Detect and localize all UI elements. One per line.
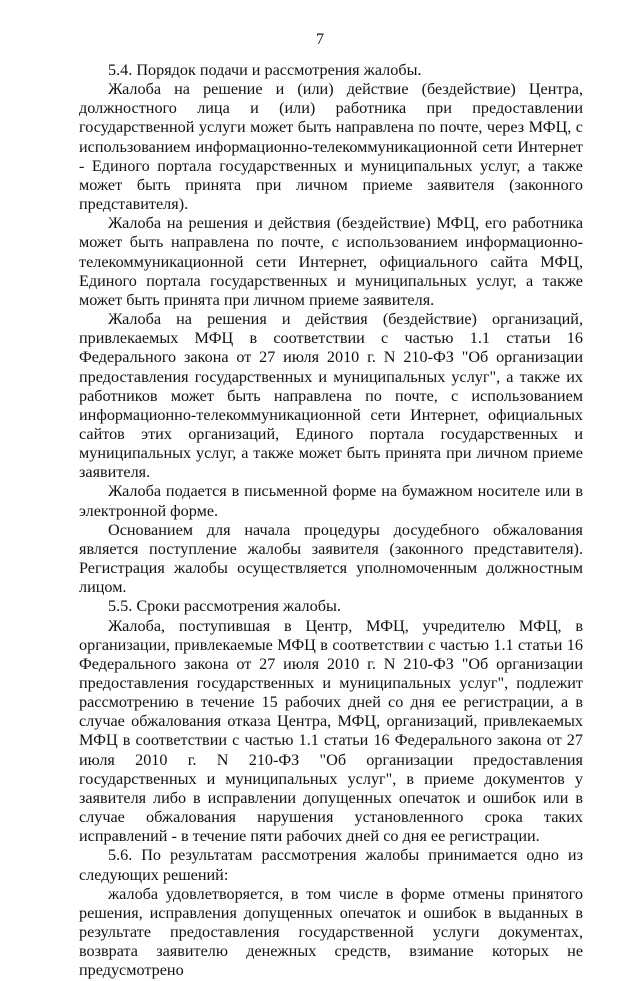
document-body (79, 61, 583, 981)
paragraph-complaint-center: Жалоба на решение и (или) действие (бездействие) Центра, должностного лица и (или) работника при предоставлении государственной услуги может быть направлена по почте, через МФЦ, с использованием информационно-телекоммуникационной сети Интернет - Единого портала государственных и муниципальных услуг, а также может быть принята при личном приеме заявителя (законного представителя). (79, 80, 583, 214)
paragraph-complaint-organizations: Жалоба на решения и действия (бездействие) организаций, привлекаемых МФЦ в соответствии с частью 1.1 статьи 16 Федерального закона от 27 июля 2010 г. N 210-ФЗ "Об организации предоставления государственных и муниципальных услуг", а также их работников может быть направлена по почте, с использованием информационно-телекоммуникационной сети Интернет, официальных сайтов этих организаций, Единого портала государственных и муниципальных услуг, а также может быть принята при личном приеме заявителя. (79, 310, 583, 482)
paragraph-complaint-mfc: Жалоба на решения и действия (бездействие) МФЦ, его работника может быть направлена по почте, с использованием информационно-телекоммуникационной сети Интернет, официального сайта МФЦ, Единого портала государственных и муниципальных услуг, а также может быть принята при личном приеме заявителя. (79, 214, 583, 309)
paragraph-complaint-basis: Основанием для начала процедуры досудебного обжалования является поступление жалобы заявителя (законного представителя). Регистрация жалобы осуществляется уполномоченным должностным лицом. (79, 520, 583, 597)
paragraph-decision-satisfied: жалоба удовлетворяется, в том числе в форме отмены принятого решения, исправления допущенных опечаток и ошибок в выданных в результате предоставления государственной услуги документах, возврата заявителю денежных средств, взимание которых не предусмотрено (79, 884, 583, 980)
page-number: 7 (316, 31, 324, 48)
section-5-5-heading: 5.5. Сроки рассмотрения жалобы. (108, 597, 341, 616)
paragraph-review-terms: Жалоба, поступившая в Центр, МФЦ, учредителю МФЦ, в организации, привлекаемые МФЦ в соответствии с частью 1.1 статьи 16 Федерального закона от 27 июля 2010 г. N 210-ФЗ "Об организации предоставления государственных и муниципальных услуг", подлежит рассмотрению в течение 15 рабочих дней со дня ее регистрации, а в случае обжалования отказа Центра, МФЦ, организаций, привлекаемых МФЦ в соответствии с частью 1.1 статьи 16 Федерального закона от 27 июля 2010 г. N 210-ФЗ "Об организации предоставления государственных и муниципальных услуг", в приеме документов у заявителя либо в исправлении допущенных опечаток и ошибок или в случае обжалования нарушения установленного срока таких исправлений - в течение пяти рабочих дней со дня ее регистрации. (79, 616, 583, 846)
paragraph-complaint-form: Жалоба подается в письменной форме на бумажном носителе или в электронной форме. (79, 482, 583, 520)
section-5-4-heading: 5.4. Порядок подачи и рассмотрения жалобы. (108, 61, 422, 79)
section-5-6-heading: 5.6. По результатам рассмотрения жалобы принимается одно из следующих решений: (79, 846, 583, 884)
